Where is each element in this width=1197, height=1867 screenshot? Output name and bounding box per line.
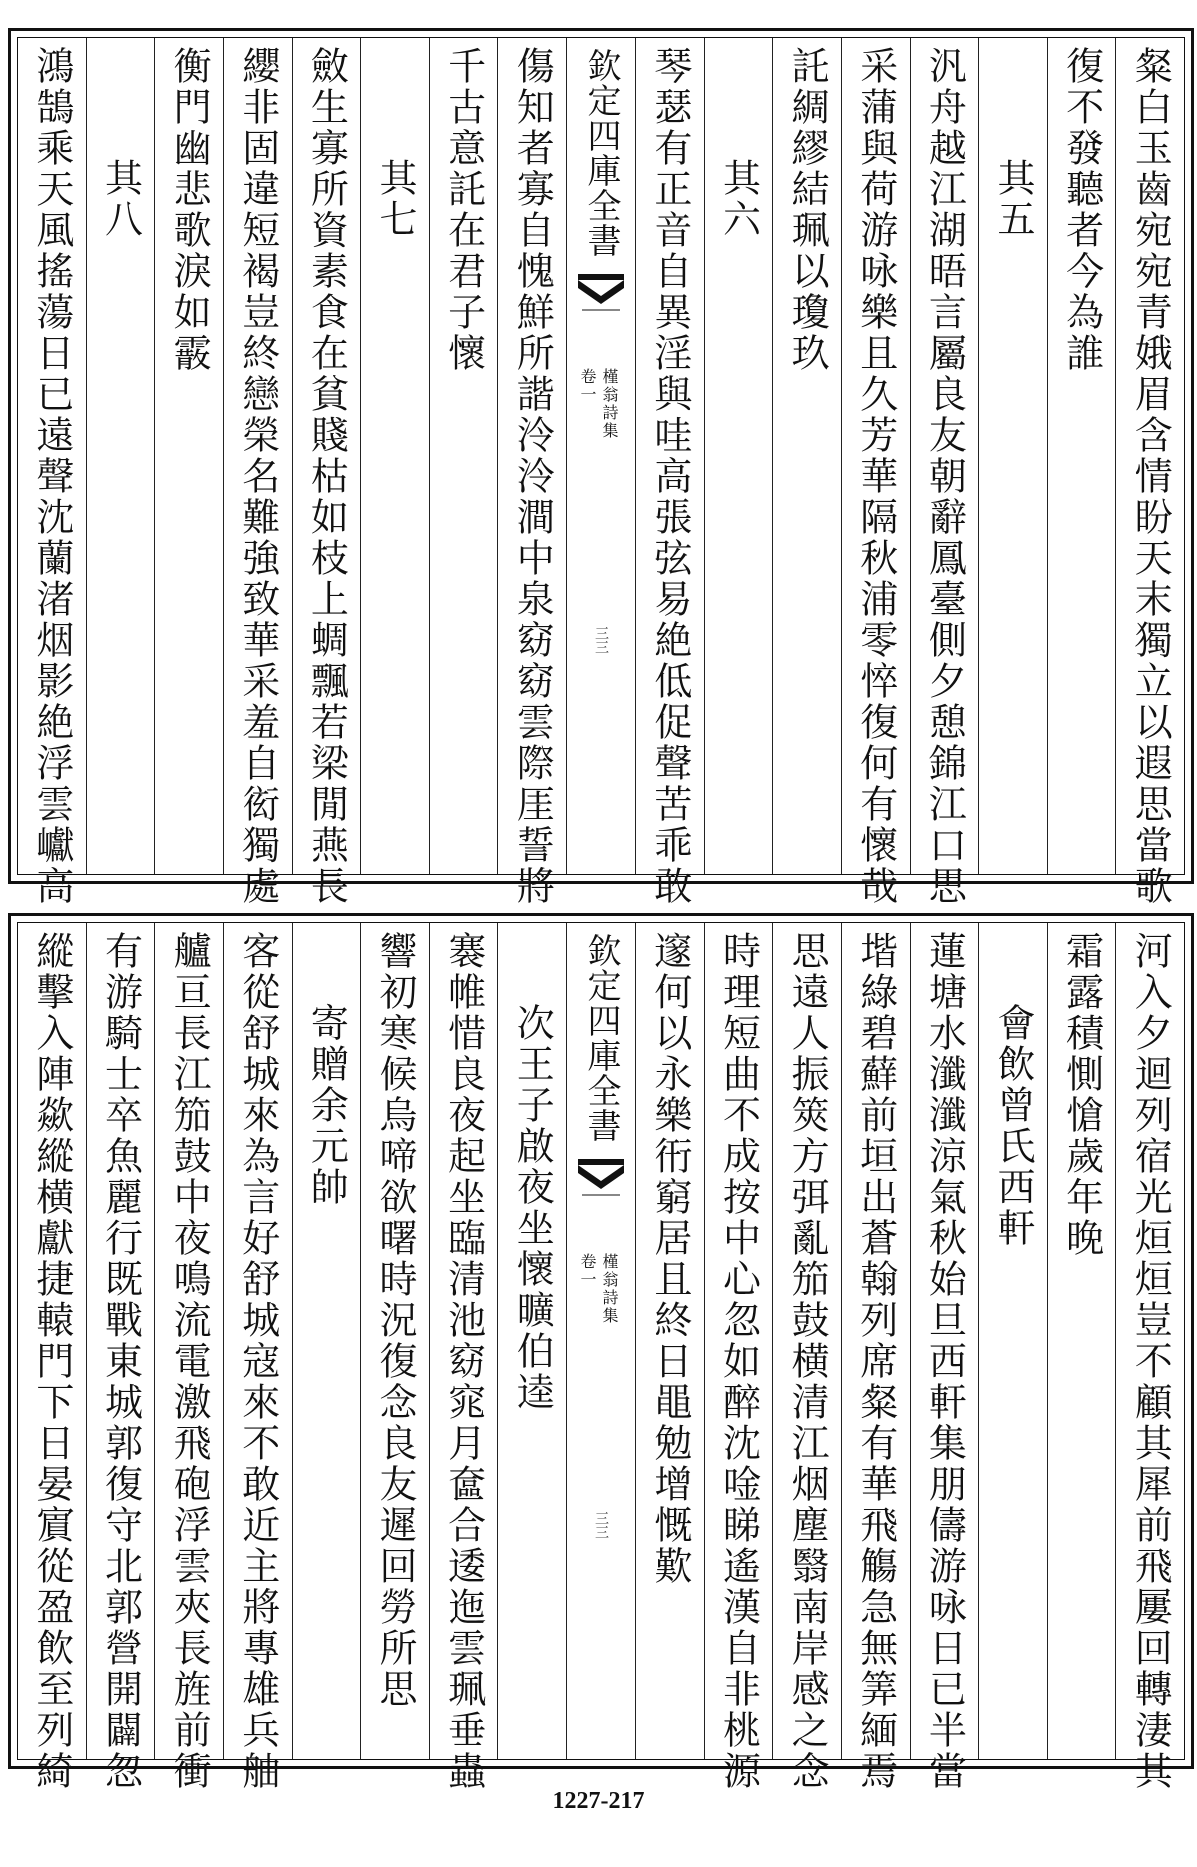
poem-subtitle: 其七 [372, 158, 417, 240]
text-column [1047, 923, 1116, 1759]
column-text: 託綢繆結珮以瓊玖 [785, 46, 830, 374]
text-column [18, 38, 86, 907]
column-text: 斂生寡所資素食在貧賤枯如枝上蜩飄若梁閒燕長 [304, 46, 349, 907]
column-text: 粲白玉齒宛宛青娥眉含情盼天末獨立以遐思當歌 [1128, 46, 1173, 907]
collection-title: 欽定四庫全書 [581, 933, 621, 1143]
column-text: 響初寒候烏啼欲曙時況復念良友遲回勞所思 [372, 931, 417, 1710]
text-column [497, 38, 566, 907]
column-text: 縱擊入陣歘縱横獻捷轅門下日晏賔從盈飲至列綺 [29, 931, 74, 1792]
column-text: 蓮塘水瀸瀸涼氣秋始旦西軒集朋儔游咏日已半當 [922, 931, 967, 1792]
poem-subtitle: 其六 [716, 158, 761, 240]
text-column [772, 38, 841, 874]
text-column [86, 38, 155, 874]
book-title: 槿翁詩集 [600, 368, 619, 440]
top-page-frame [17, 37, 1185, 907]
text-column [1047, 38, 1116, 874]
volume-label: 卷一 [578, 1253, 597, 1289]
column-text: 艫亘長江笳鼓中夜鳴流電激飛砲浮雲夾長旌前衝 [167, 931, 212, 1792]
fishtail-mark [578, 1159, 624, 1201]
text-column [86, 923, 155, 1792]
column-text: 河入夕迴列宿光烜烜豈不顧其犀前飛屢回轉淒其 [1128, 931, 1173, 1792]
column-text: 傷知者寡自愧鮮所諧泠泠澗中泉窈窈雲際厓誓將 [510, 46, 555, 907]
bottom-page-frame [17, 922, 1185, 1792]
poem-title: 次王子啟夜坐懷曠伯逵 [510, 1003, 555, 1413]
text-column [841, 38, 910, 907]
column-text: 纓非固違短褐豈終戀榮名難強致華采羞自衒獨處 [235, 46, 280, 907]
text-column [704, 38, 773, 874]
text-column [635, 38, 704, 907]
text-column [910, 923, 979, 1792]
text-column [154, 38, 223, 874]
text-column [292, 38, 361, 907]
text-column [841, 923, 910, 1792]
column-text: 鴻鵠乘天風搖蕩日已遠聲沈蘭渚烟影絶浮雲巘高 [29, 46, 74, 907]
poem-subtitle: 其八 [98, 158, 143, 240]
text-column [223, 923, 292, 1792]
text-column [772, 923, 841, 1792]
column-text: 堦綠碧蘚前垣出蒼翰列席粲有華飛觴急無筭緬焉 [853, 931, 898, 1792]
fishtail-mark [578, 274, 624, 316]
text-column [18, 923, 86, 1792]
center-column [566, 923, 635, 1759]
column-text: 有游騎士卒魚麗行既戰東城郭復守北郭營開闢忽 [98, 931, 143, 1792]
text-column [223, 38, 292, 907]
text-column [978, 923, 1047, 1759]
volume-label: 卷一 [578, 368, 597, 404]
poem-subtitle: 其五 [990, 158, 1035, 240]
column-text: 褰帷惜良夜起坐臨清池窈窕月奩合逶迤雲珮垂蟲 [441, 931, 486, 1792]
column-text: 客從舒城來為言好舒城寇來不敢近主將專雄兵舳 [235, 931, 280, 1792]
text-column [292, 923, 361, 1759]
column-text: 采蒲與荷游咏樂且久芳華隔秋浦零悴復何有懷哉 [853, 46, 898, 907]
text-column [1115, 38, 1184, 907]
column-text: 復不發聽者今為誰 [1059, 46, 1104, 374]
collection-title: 欽定四庫全書 [581, 48, 621, 258]
column-text: 時理短曲不成按中心忽如醉沈唫睇遙漢自非桃源 [716, 931, 761, 1792]
poem-title: 會飲曾氏西軒 [990, 1003, 1035, 1249]
column-text: 思遠人振筴方弭亂笳鼓横清江烟塵翳南岸感之念 [785, 931, 830, 1792]
column-text: 霜露積惻愴歲年晚 [1059, 931, 1104, 1259]
text-column [978, 38, 1047, 874]
top-page-panel [8, 28, 1194, 907]
text-column [154, 923, 223, 1792]
center-column [566, 38, 635, 874]
column-text: 汎舟越江湖晤言屬良友朝辭鳳臺側夕憩錦江口思 [922, 46, 967, 907]
text-column [429, 923, 498, 1792]
text-column [910, 38, 979, 907]
column-text: 衡門幽悲歌淚如霰 [167, 46, 212, 374]
text-column [360, 38, 429, 874]
text-column [429, 38, 498, 874]
column-text: 琴瑟有正音自異淫與哇高張弦易絶低促聲苦乖敢 [647, 46, 692, 907]
page-number: 1227-217 [552, 1788, 645, 1814]
poem-title: 寄贈余元帥 [304, 1003, 349, 1208]
text-column [497, 923, 566, 1759]
leaf-number: 三三 [593, 626, 609, 654]
text-column [360, 923, 429, 1759]
text-column [635, 923, 704, 1759]
text-column [704, 923, 773, 1792]
bottom-page-panel [8, 913, 1194, 1792]
leaf-number: 三三 [593, 1511, 609, 1539]
column-text: 邃何以永樂衎窮居且終日黽勉增慨歎 [647, 931, 692, 1587]
column-text: 千古意託在君子懷 [441, 46, 486, 374]
book-title: 槿翁詩集 [600, 1253, 619, 1325]
text-column [1115, 923, 1184, 1792]
